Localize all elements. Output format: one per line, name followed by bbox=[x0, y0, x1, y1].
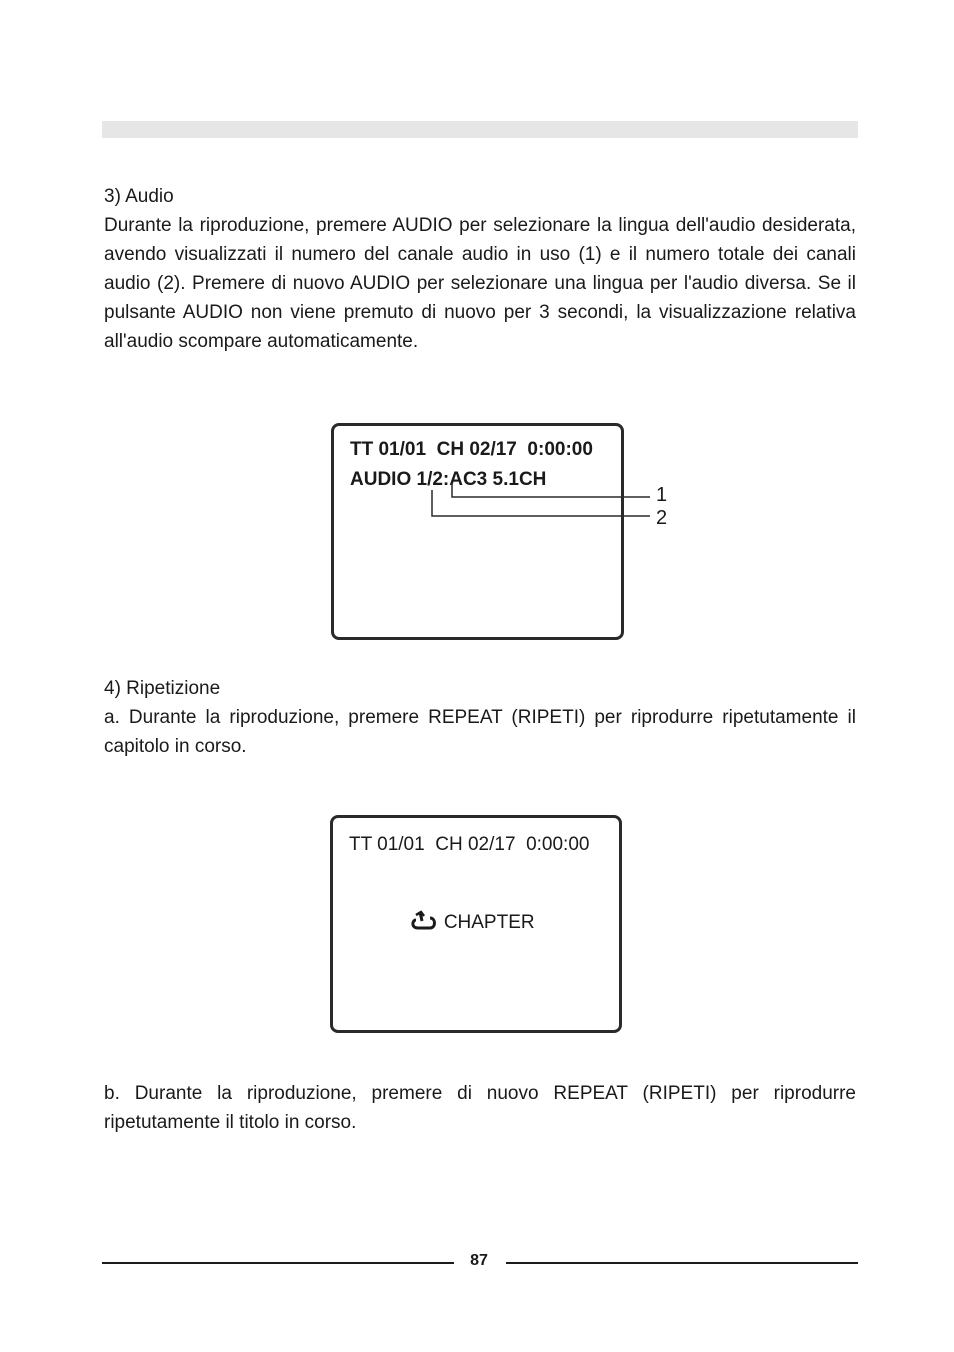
repeat-paragraph-a: a. Durante la riproduzione, premere REPEAT (RIPETI) per riprodurre ripetutamente il capitolo in corso. bbox=[104, 707, 856, 757]
callout-number-1: 1 bbox=[656, 484, 668, 506]
header-bar bbox=[102, 121, 858, 138]
repeat-osd-line2-row bbox=[355, 864, 535, 982]
audio-paragraph: Durante la riproduzione, premere AUDIO per selezionare la lingua dell'audio desiderata, avendo visualizzati il numero del canale audio in uso (1) e il numero totale dei canali audio (2). Premere di nuovo AUDIO per selezionare una lingua per l'audio diversa. Se il pulsante AUDIO non viene premuto di nuovo per 3 secondi, la visualizzazione relativa all'audio scompare automaticamente. bbox=[104, 215, 856, 352]
audio-osd-screen bbox=[331, 423, 624, 640]
footer-rule-left bbox=[102, 1262, 454, 1264]
repeat-heading: 4) Ripetizione bbox=[104, 678, 221, 699]
footer-rule-right bbox=[506, 1262, 858, 1264]
audio-osd-line1: TT 01/01 CH 02/17 0:00:00 bbox=[350, 439, 593, 460]
audio-heading: 3) Audio bbox=[104, 186, 174, 207]
repeat-osd-line2: CHAPTER bbox=[443, 912, 535, 934]
repeat-osd-line1: TT 01/01 CH 02/17 0:00:00 bbox=[349, 834, 590, 855]
repeat-icon bbox=[376, 886, 440, 960]
page-number: 87 bbox=[470, 1252, 488, 1269]
audio-osd-line2: AUDIO 1/2:AC3 5.1CH bbox=[350, 469, 547, 490]
repeat-paragraph-b: b. Durante la riproduzione, premere di nuovo REPEAT (RIPETI) per riprodurre ripetutamente il titolo in corso. bbox=[104, 1083, 856, 1133]
repeat-osd-screen bbox=[330, 815, 622, 1033]
callout-number-2: 2 bbox=[656, 507, 668, 529]
